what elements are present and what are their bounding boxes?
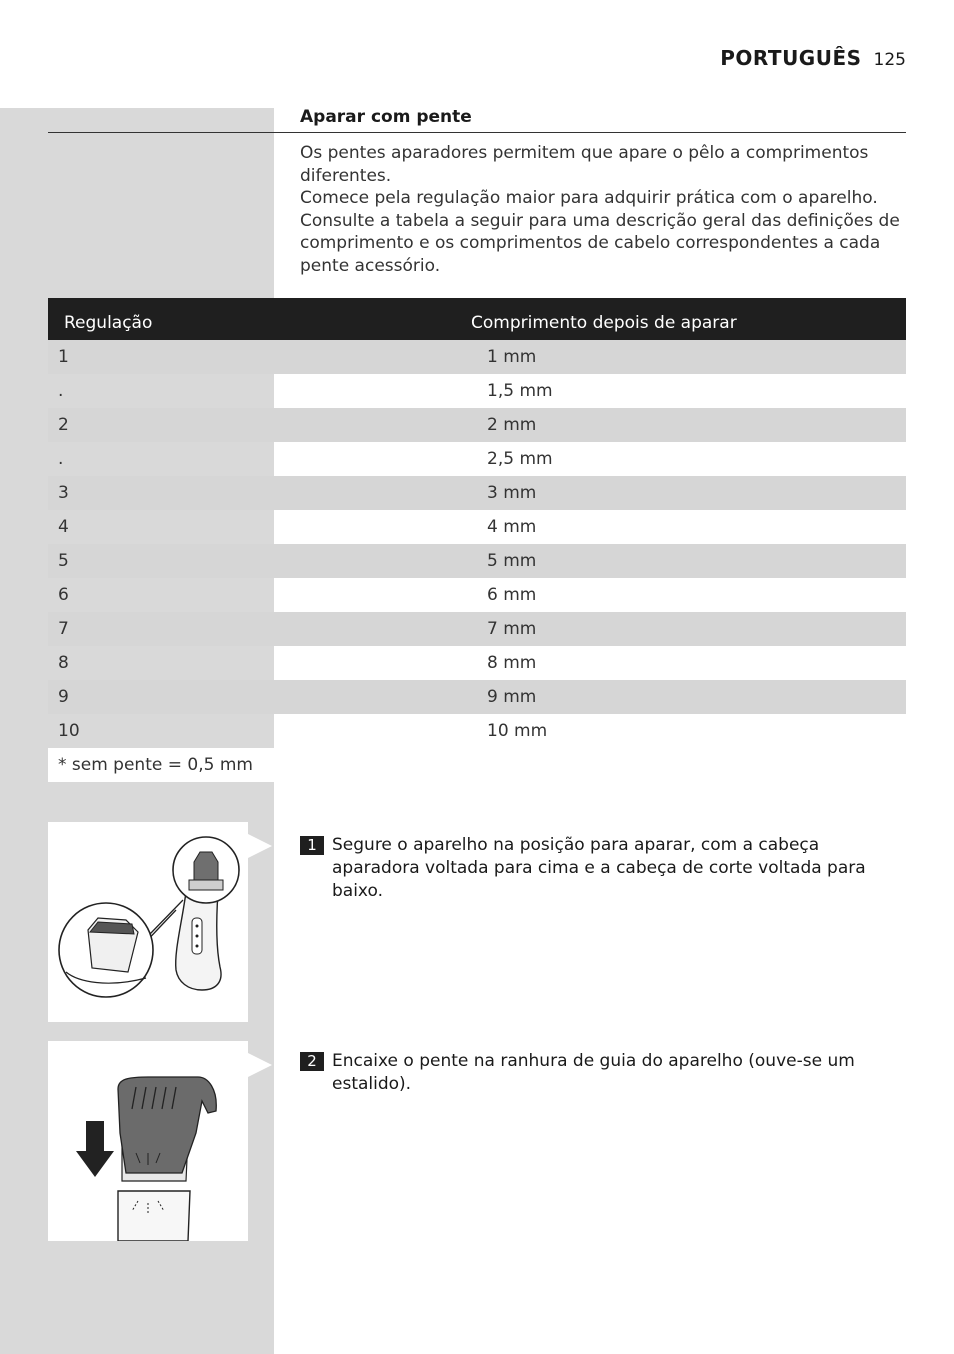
setting-cell: 7 (58, 619, 69, 639)
setting-cell: 2 (58, 415, 69, 435)
table-row (48, 578, 906, 612)
figure-pointer (248, 1053, 272, 1077)
step-text: Encaixe o pente na ranhura de guia do aparelho (ouve-se um estalido). (332, 1051, 855, 1094)
step-number-badge: 2 (300, 1052, 324, 1071)
settings-table (48, 298, 906, 782)
length-cell: 5 mm (487, 551, 537, 571)
length-cell: 2,5 mm (487, 449, 553, 469)
setting-cell: 4 (58, 517, 69, 537)
column-header-setting: Regulação (64, 313, 153, 333)
section-rule (48, 132, 906, 133)
figure-attach-comb (48, 1041, 248, 1241)
length-cell: 3 mm (487, 483, 537, 503)
table-row (48, 680, 906, 714)
length-cell: 4 mm (487, 517, 537, 537)
table-body (48, 340, 906, 748)
intro-paragraph: Consulte a tabela a seguir para uma descrição geral das definições de comprimento e os comprimentos de cabelo correspondentes a cada pente acessório. (300, 210, 900, 276)
setting-cell: 3 (58, 483, 69, 503)
table-row (48, 646, 906, 680)
table-row (48, 374, 906, 408)
page-number: 125 (873, 50, 906, 70)
table-row (48, 340, 906, 374)
intro-text (300, 142, 908, 278)
step-1 (300, 834, 908, 903)
section-title: Aparar com pente (300, 107, 472, 127)
table-row (48, 510, 906, 544)
length-cell: 2 mm (487, 415, 537, 435)
column-header-length: Comprimento depois de aparar (471, 313, 737, 333)
figure-pointer (248, 834, 272, 858)
length-cell: 9 mm (487, 687, 537, 707)
setting-cell: 9 (58, 687, 69, 707)
table-header (48, 298, 906, 340)
table-row (48, 408, 906, 442)
step-text: Segure o aparelho na posição para aparar, com a cabeça aparadora voltada para cima e a cabeça de corte voltada para baixo. (332, 835, 866, 901)
intro-paragraph: Comece pela regulação maior para adquirir prática com o aparelho. (300, 188, 878, 209)
length-cell: 1 mm (487, 347, 537, 367)
setting-cell: . (58, 381, 64, 401)
comb-attach-illustration (48, 1041, 248, 1241)
table-footnote: * sem pente = 0,5 mm (48, 748, 906, 782)
table-row (48, 476, 906, 510)
step-2 (300, 1050, 908, 1096)
setting-cell: 5 (58, 551, 69, 571)
language-label: PORTUGUÊS (720, 46, 862, 70)
figure-trimmer-position (48, 822, 248, 1022)
setting-cell: 1 (58, 347, 69, 367)
setting-cell: 6 (58, 585, 69, 605)
length-cell: 8 mm (487, 653, 537, 673)
table-row (48, 612, 906, 646)
length-cell: 7 mm (487, 619, 537, 639)
setting-cell: . (58, 449, 64, 469)
length-cell: 6 mm (487, 585, 537, 605)
length-cell: 1,5 mm (487, 381, 553, 401)
table-row (48, 544, 906, 578)
table-row (48, 442, 906, 476)
trimmer-illustration (48, 822, 248, 1022)
length-cell: 10 mm (487, 721, 548, 741)
intro-paragraph: Os pentes aparadores permitem que apare o pêlo a comprimentos diferentes. (300, 143, 869, 186)
page-header (720, 46, 906, 70)
setting-cell: 8 (58, 653, 69, 673)
step-number-badge: 1 (300, 836, 324, 855)
setting-cell: 10 (58, 721, 80, 741)
table-row (48, 714, 906, 748)
